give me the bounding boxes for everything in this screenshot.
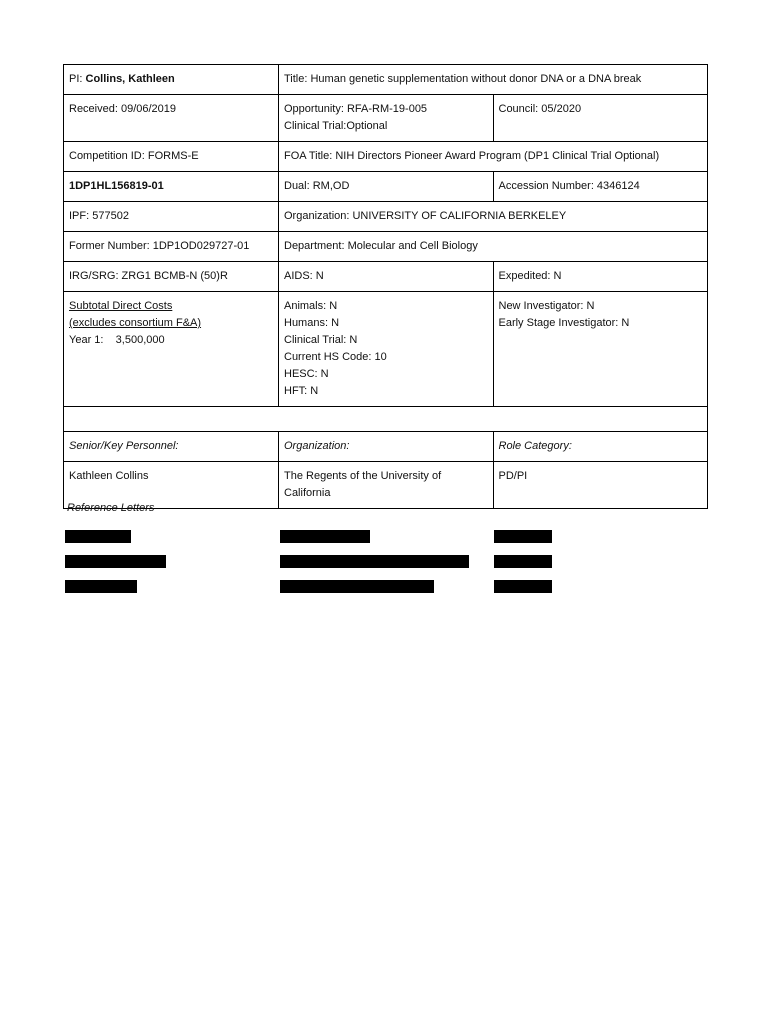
council-date: Council: 05/2020 bbox=[493, 95, 708, 142]
personnel-header-row bbox=[64, 432, 708, 462]
pi-row bbox=[64, 65, 708, 95]
redaction-bar bbox=[494, 555, 552, 568]
application-row bbox=[64, 172, 708, 202]
dual-assignment: Dual: RM,OD bbox=[279, 172, 494, 202]
human-subjects-cell bbox=[279, 292, 494, 407]
expedited-flag: Expedited: N bbox=[493, 262, 708, 292]
ipf-row bbox=[64, 202, 708, 232]
personnel-role: PD/PI bbox=[493, 462, 708, 509]
application-number: 1DP1HL156819-01 bbox=[64, 172, 279, 202]
personnel-header-role: Role Category: bbox=[493, 432, 708, 462]
pi-name: Collins, Kathleen bbox=[85, 73, 175, 85]
grant-summary-table bbox=[63, 64, 708, 509]
personnel-org-cell bbox=[279, 462, 494, 509]
personnel-row bbox=[64, 462, 708, 509]
aids-flag: AIDS: N bbox=[279, 262, 494, 292]
redaction-bar bbox=[494, 530, 552, 543]
personnel-name: Kathleen Collins bbox=[64, 462, 279, 509]
new-investigator-flag: New Investigator: N bbox=[498, 300, 595, 312]
received-date: Received: 09/06/2019 bbox=[64, 95, 279, 142]
redaction-bar bbox=[280, 555, 469, 568]
former-number-row bbox=[64, 232, 708, 262]
subtotal-label: Subtotal Direct Costs bbox=[69, 300, 173, 312]
department: Department: Molecular and Cell Biology bbox=[279, 232, 708, 262]
hesc-flag: HESC: N bbox=[284, 368, 329, 380]
animals-flag: Animals: N bbox=[284, 300, 338, 312]
opportunity: Opportunity: RFA-RM-19-005 bbox=[284, 103, 428, 115]
redaction-bar bbox=[280, 580, 434, 593]
redaction-bar bbox=[65, 555, 166, 568]
pi-label: PI: bbox=[69, 73, 86, 85]
clinical-trial-flag: Clinical Trial: N bbox=[284, 334, 358, 346]
reference-letters-title: Reference Letters bbox=[67, 502, 155, 514]
hs-code: Current HS Code: 10 bbox=[284, 351, 387, 363]
personnel-org-line2: California bbox=[284, 487, 331, 499]
personnel-header-name: Senior/Key Personnel: bbox=[64, 432, 279, 462]
project-title: Title: Human genetic supplementation without donor DNA or a DNA break bbox=[279, 65, 708, 95]
costs-row bbox=[64, 292, 708, 407]
subtotal-note: (excludes consortium F&A) bbox=[69, 317, 202, 329]
personnel-org-line1: The Regents of the University of bbox=[284, 470, 442, 482]
received-row bbox=[64, 95, 708, 142]
redaction-bar bbox=[65, 530, 131, 543]
accession-number: Accession Number: 4346124 bbox=[493, 172, 708, 202]
clinical-trial-optional: Clinical Trial:Optional bbox=[284, 120, 388, 132]
organization: Organization: UNIVERSITY OF CALIFORNIA BERKELEY bbox=[279, 202, 708, 232]
early-stage-flag: Early Stage Investigator: N bbox=[498, 317, 630, 329]
ipf-number: IPF: 577502 bbox=[64, 202, 279, 232]
redaction-bar bbox=[494, 580, 552, 593]
irg-srg: IRG/SRG: ZRG1 BCMB-N (50)R bbox=[64, 262, 279, 292]
spacer-row bbox=[64, 407, 708, 432]
irg-row bbox=[64, 262, 708, 292]
redaction-bar bbox=[280, 530, 370, 543]
personnel-header-org: Organization: bbox=[279, 432, 494, 462]
year1-cost: Year 1: 3,500,000 bbox=[69, 334, 165, 346]
humans-flag: Humans: N bbox=[284, 317, 340, 329]
former-number: Former Number: 1DP1OD029727-01 bbox=[64, 232, 279, 262]
competition-id: Competition ID: FORMS-E bbox=[64, 142, 279, 172]
costs-cell bbox=[64, 292, 279, 407]
opportunity-cell bbox=[279, 95, 494, 142]
foa-title: FOA Title: NIH Directors Pioneer Award Program (DP1 Clinical Trial Optional) bbox=[279, 142, 708, 172]
pi-cell bbox=[64, 65, 279, 95]
competition-row bbox=[64, 142, 708, 172]
spacer-cell bbox=[64, 407, 708, 432]
redaction-bar bbox=[65, 580, 137, 593]
hft-flag: HFT: N bbox=[284, 385, 319, 397]
investigator-cell bbox=[493, 292, 708, 407]
